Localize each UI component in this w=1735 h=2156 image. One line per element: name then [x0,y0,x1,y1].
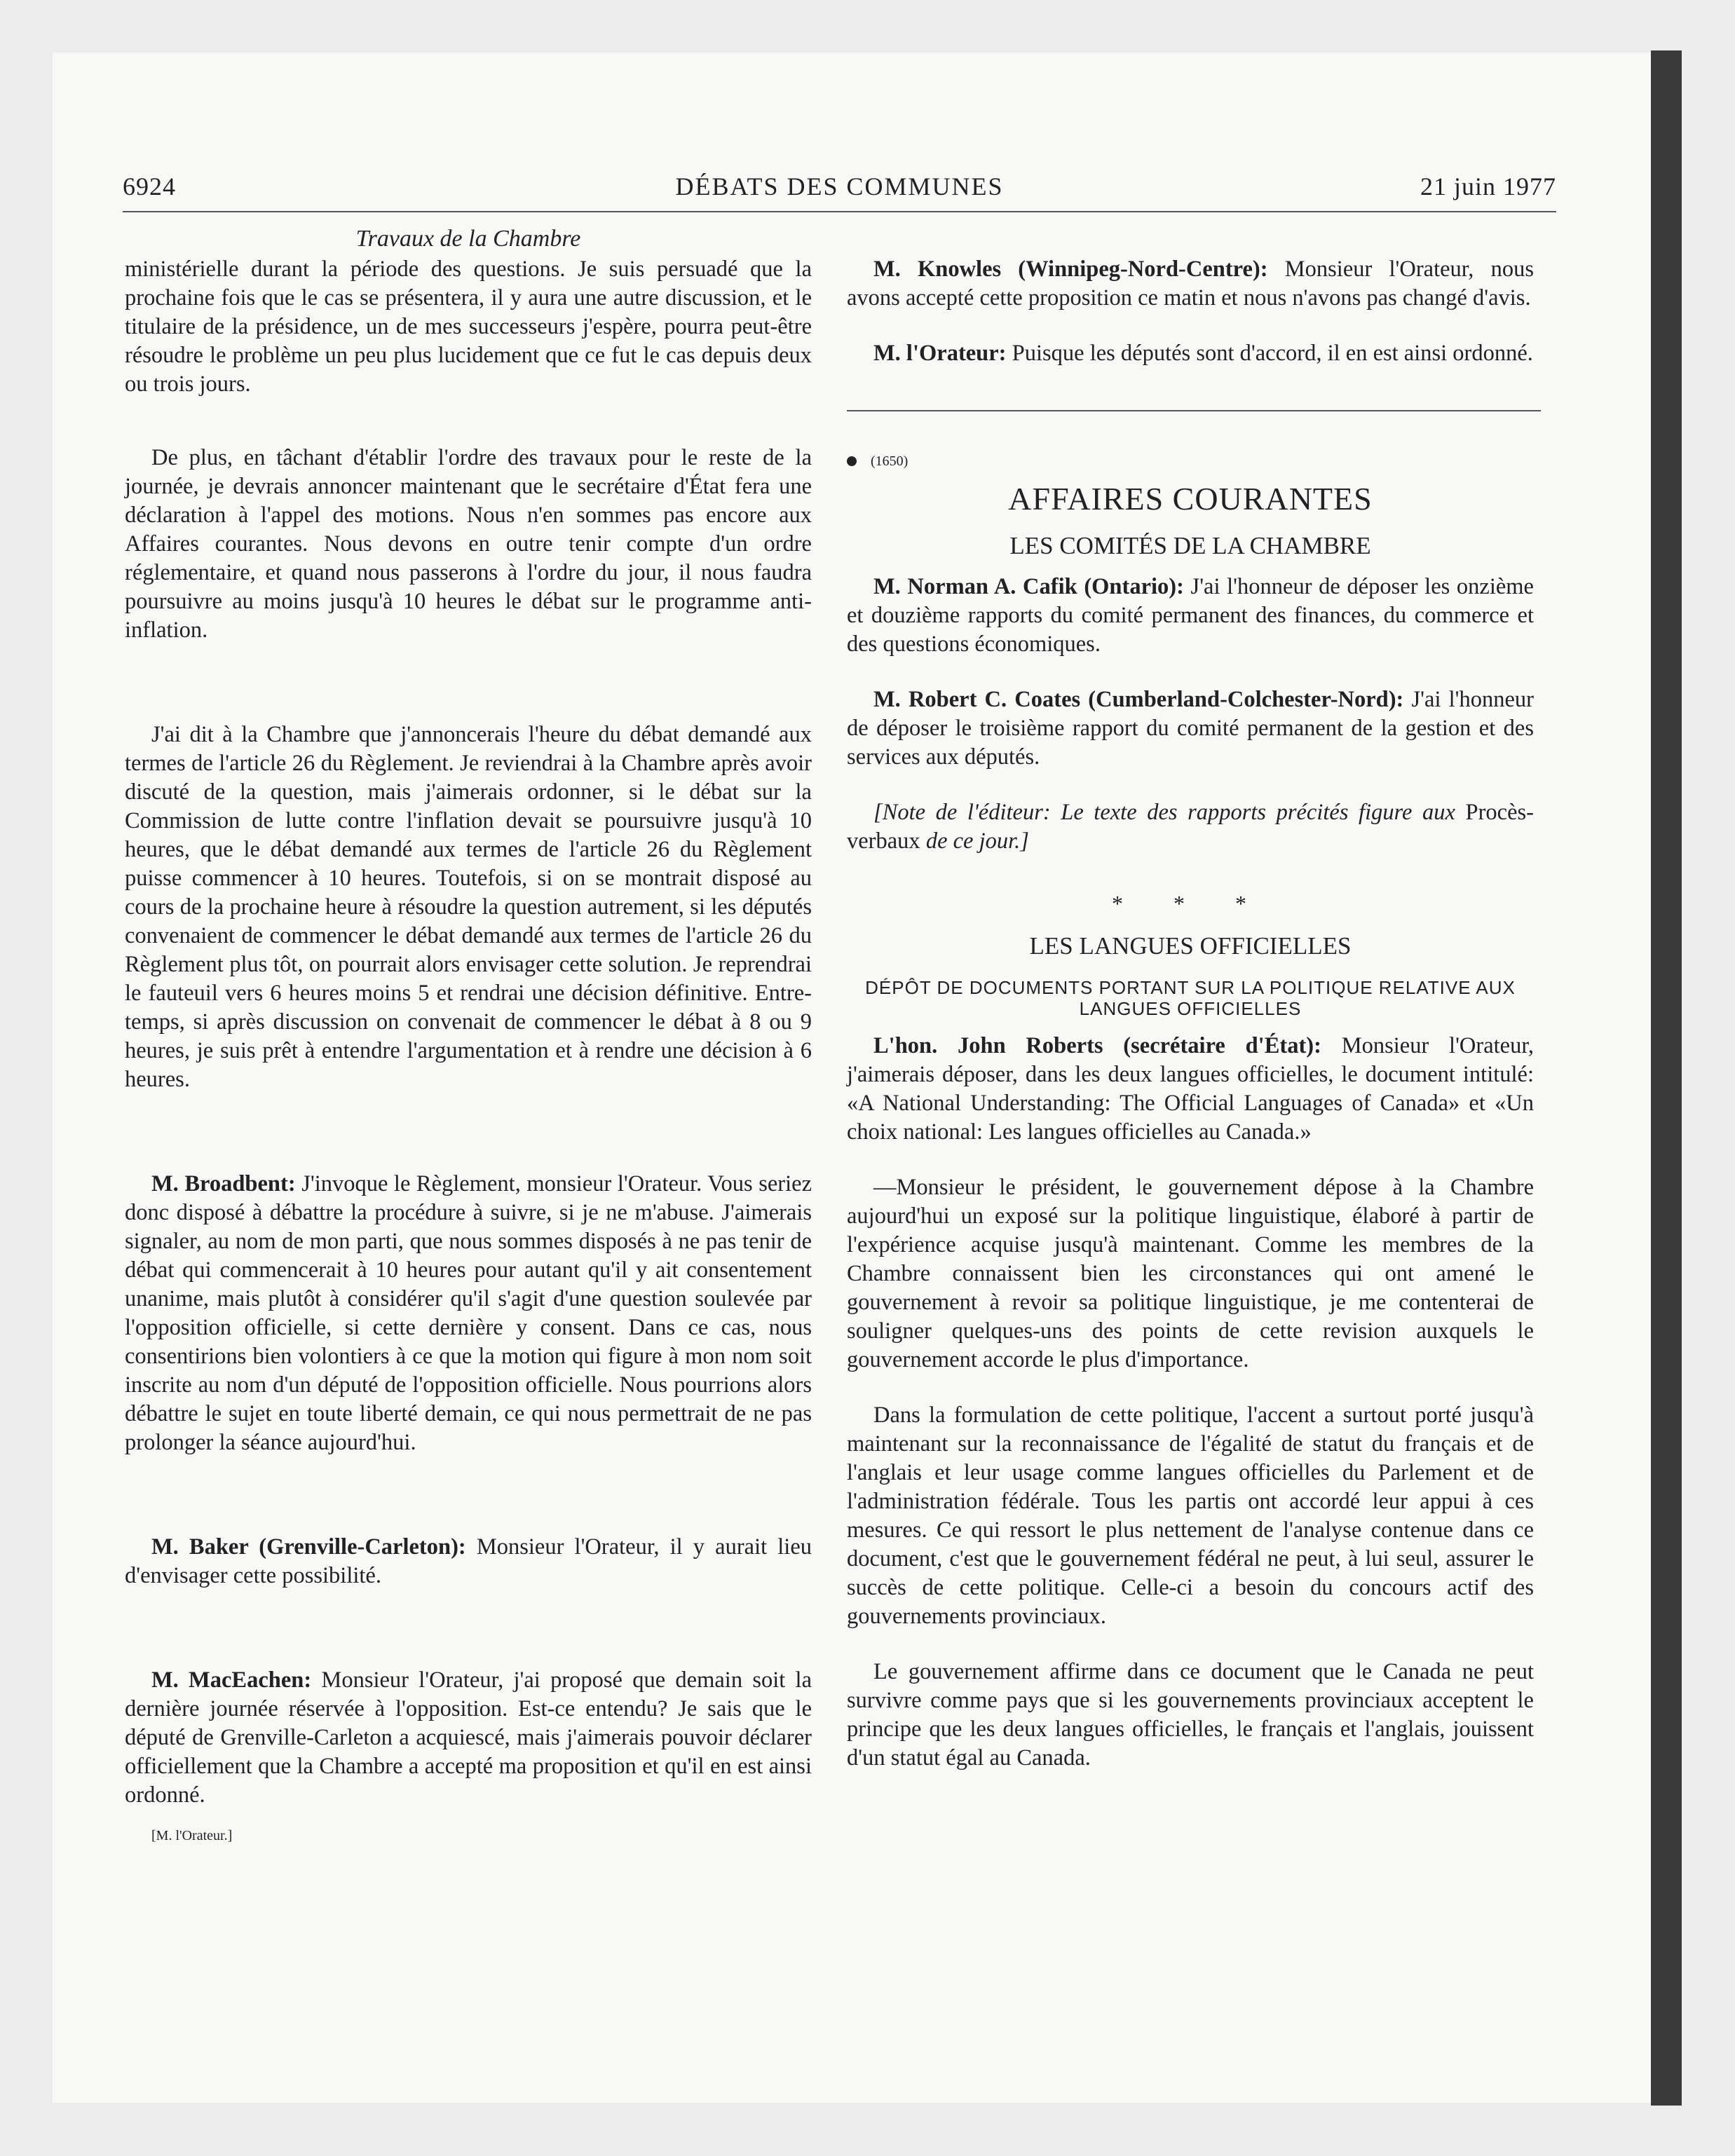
speaker-name: L'hon. John Roberts (secrétaire d'État): [873,1033,1321,1058]
speaker-name: M. Broadbent: [151,1171,296,1196]
paragraph: J'ai dit à la Chambre que j'annoncerais l'heure du débat demandé aux termes de l'article 26 du Règlement. Je reviendrai à la Chambre après avoir discuté de la question, mais j'aimerais ordonner, si le débat sur la Commission de lutte contre l'inflation devait se poursuivre jusqu'à 10 heures, que le débat demandé aux termes de l'article 26 du Règlement puisse commencer à 10 heures. Toutefois, si on se montrait disposé au cours de la prochaine heure à résoudre la question autrement, si les députés convenaient de commencer le débat demandé aux termes de l'article 26 du Règlement plus tôt, on pourrait alors envisager cette solution. Je reprendrai le fauteuil vers 6 heures moins 5 et rendrai une décision définitive. Entre-temps, si après discussion on convenait de commencer le débat à 8 ou 9 heures, je suis prêt à entendre l'argumentation et à rendre une décision à 6 heures. [125,722,812,1092]
speech-paragraph [125,1666,812,1810]
running-head: Travaux de la Chambre [355,226,581,252]
editor-note [847,798,1534,856]
page-number: 6924 [123,172,176,200]
speaker-name: M. l'Orateur: [873,341,1007,366]
editor-note-text: de ce jour.] [920,828,1029,854]
scan-edge-bar [1651,50,1682,2106]
speaker-name: M. MacEachen: [151,1667,312,1693]
speech-paragraph [847,685,1534,772]
editor-note-text: [Note de l'éditeur: Le texte des rapports précités figure aux [873,800,1466,825]
speech-text: Monsieur l'Orateur, nous avons accepté cette proposition ce matin et nous n'avons pas changé d'avis. [847,257,1534,311]
section-separator: * * * [1112,891,1269,916]
right-column [847,223,1534,1773]
section-rule [847,410,1541,411]
speech-text: Monsieur l'Orateur, j'aimerais déposer, dans les deux langues officielles, le document intitulé: «A National Understanding: The Official Languages of Canada» et «Un choix national: Les langues officielles au Canada.» [847,1033,1535,1145]
speech-paragraph [847,573,1534,659]
time-marker [847,452,1534,470]
speaker-sidenote: [M. l'Orateur.] [151,1828,233,1843]
page-header [123,172,1556,212]
speaker-name: M. Baker (Grenville-Carleton): [151,1534,466,1560]
left-column [125,223,812,1845]
speaker-name: M. Norman A. Cafik (Ontario): [873,574,1184,599]
speech-text: Monsieur l'Orateur, j'ai proposé que demain soit la dernière journée réservée à l'opposition. Est-ce entendu? Je sais que le député de Grenville-Carleton a acquiescé, mais j'aimerais pouvoir déclarer officiellement que la Chambre a accepté ma proposition et qu'il en est ainsi ordonné. [125,1667,812,1808]
speech-text: Monsieur l'Orateur, il y aurait lieu d'envisager cette possibilité. [125,1534,812,1588]
paragraph: De plus, en tâchant d'établir l'ordre des travaux pour le reste de la journée, je devrais annoncer maintenant que le secrétaire d'État fera une déclaration à l'appel des motions. Nous n'en sommes pas encore aux Affaires courantes. Nous devons en outre tenir compte d'un ordre réglementaire, et quand nous passerons à l'ordre du jour, il nous faudra poursuivre au moins jusqu'à 10 heures le débat sur le programme anti-inflation. [125,445,812,643]
speaker-name: M. Knowles (Winnipeg-Nord-Centre): [873,257,1268,282]
paragraph: Le gouvernement affirme dans ce document que le Canada ne peut survivre comme pays que si les gouvernements provinciaux acceptent le principe que les deux langues officielles, le français et l'anglais, jouissent d'un statut égal au Canada. [847,1659,1534,1770]
subsection-heading: LES LANGUES OFFICIELLES [1029,932,1352,960]
speech-text: J'invoque le Règlement, monsieur l'Orateur. Vous seriez donc disposé à débattre la procédure à suivre, si je ne m'abuse. J'aimerais signaler, au nom de mon parti, que nous sommes disposés à ne pas tenir de débat qui commencerait à 10 heures pour autant qu'il y ait consentement unanime, mais plutôt à considérer qu'il s'agit d'une question soulevée par l'opposition officielle, si cette dernière y consent. Dans ce cas, nous consentirions bien volontiers à ce que la motion qui figure à mon nom soit inscrite au nom d'un député de l'opposition officielle. Nous pourrions alors débattre le sujet en toute liberté demain, ce qui nous permettrait de ne pas prolonger la séance aujourd'hui. [125,1171,812,1455]
paragraph: —Monsieur le président, le gouvernement dépose à la Chambre aujourd'hui un exposé sur la politique linguistique, élaboré à partir de l'expérience acquise jusqu'à maintenant. Comme les membres de la Chambre connaissent bien les circonstances qui ont amené le gouvernement à revoir sa politique linguistique, je me contenterai de souligner quelques-uns des points de cette revision auxquels le gouvernement accorde le plus d'importance. [847,1175,1534,1372]
publication-title: DÉBATS DES COMMUNES [675,172,1004,200]
speech-paragraph [847,1032,1534,1147]
page-date: 21 juin 1977 [1420,172,1556,200]
speech-paragraph [847,255,1534,313]
time-marker-text: (1650) [871,453,909,469]
speech-paragraph [125,1170,812,1457]
bullet-icon [847,456,857,466]
speech-text: Puisque les députés sont d'accord, il en est ainsi ordonné. [1006,341,1533,366]
speech-paragraph [125,1533,812,1590]
editor-note-reference: Procès-verbaux [847,800,1534,854]
sub-subsection-heading: DÉPÔT DE DOCUMENTS PORTANT SUR LA POLITIQUE RELATIVE AUX LANGUES OFFICIELLES [865,977,1516,1019]
speaker-name: M. Robert C. Coates (Cumberland-Colchester-Nord): [873,687,1404,712]
speech-paragraph [847,339,1534,368]
paragraph: ministérielle durant la période des questions. Je suis persuadé que la prochaine fois que le cas se présentera, il y aura une autre discussion, et le titulaire de la présidence, un de mes successeurs j'espère, pourra peut-être résoudre le problème un peu plus lucidement que ce fut le cas depuis deux ou trois jours. [125,257,812,397]
paragraph: Dans la formulation de cette politique, l'accent a surtout porté jusqu'à maintenant sur la reconnaissance de l'égalité de statut du français et de l'anglais et leur usage comme langues officielles du Parlement et de l'administration fédérale. Tous les partis ont accordé leur appui à ces mesures. Ce qui ressort le plus nettement de l'analyse contenue dans ce document, c'est que le gouvernement fédéral ne peut, à lui seul, assurer le succès de cette politique. Celle-ci a besoin du concours actif des gouvernements provinciaux. [847,1403,1534,1629]
subsection-heading: LES COMITÉS DE LA CHAMBRE [1009,532,1371,559]
speech-text: J'ai l'honneur de déposer les onzième et douzième rapports du comité permanent des finances, du commerce et des questions économiques. [847,574,1534,657]
speech-text: J'ai l'honneur de déposer le troisième rapport du comité permanent de la gestion et des services aux députés. [847,687,1535,770]
section-heading: AFFAIRES COURANTES [1008,481,1373,517]
